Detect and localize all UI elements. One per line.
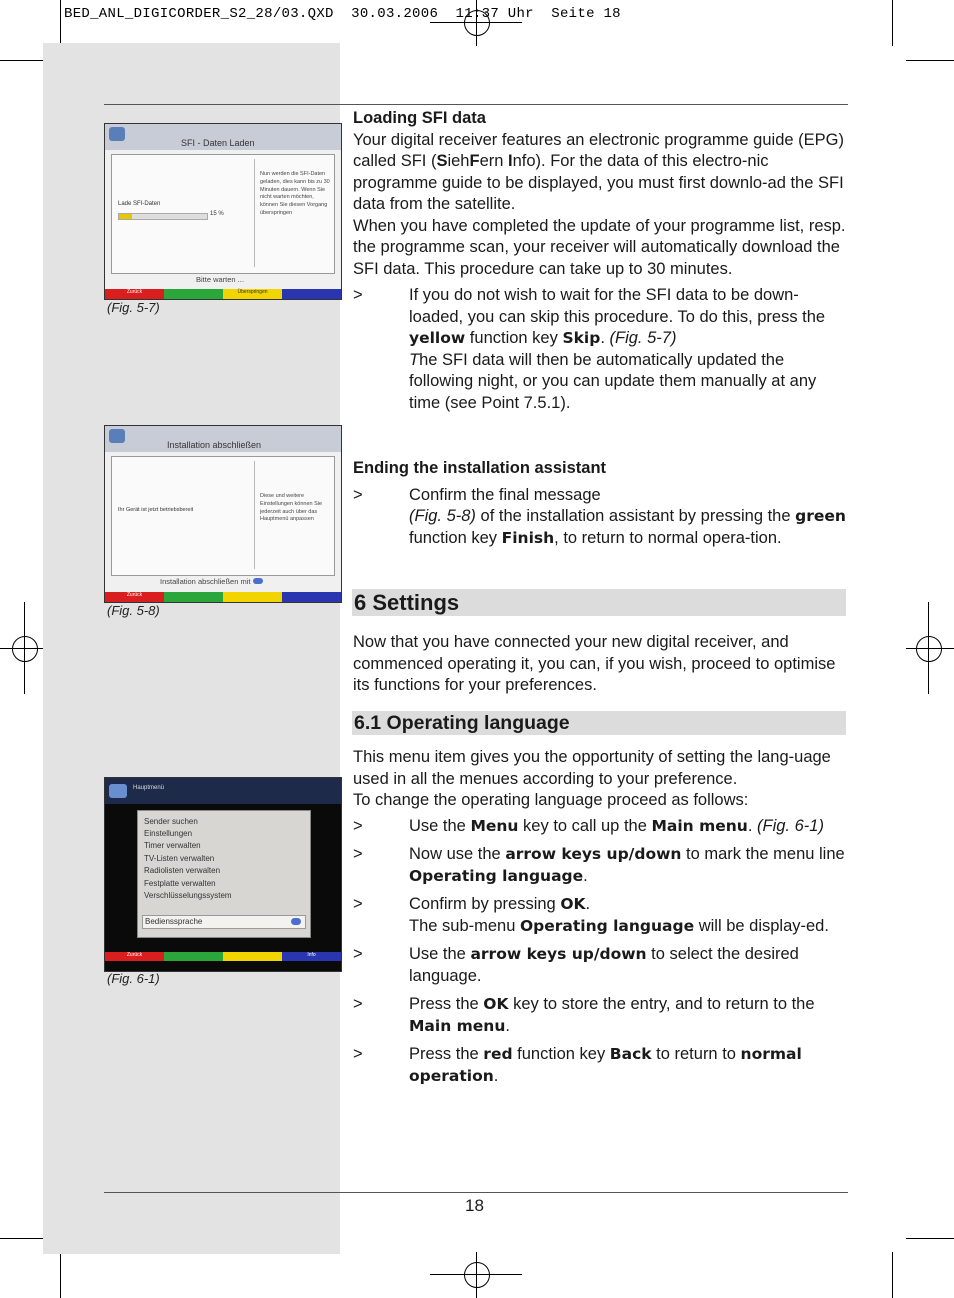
section-heading: 6 Settings [354, 590, 460, 615]
screen-title: SFI - Daten Laden [181, 138, 255, 148]
keyword: Finish [501, 528, 555, 547]
ending-section [353, 458, 848, 549]
text: to return to [651, 1045, 741, 1063]
figure-installation-finish [104, 425, 342, 603]
screen-title: Hauptmenü [133, 785, 165, 791]
keyword: Operating language [519, 916, 695, 935]
step-marker: > [353, 485, 363, 504]
keyword: normal operation [409, 1045, 802, 1085]
text: ern [479, 152, 509, 170]
text: nfo). For the data of this electro-nic programme guide to be displayed, you must first downlo-ad the SFI data from the satellite. [353, 152, 844, 213]
keyword: Menu [470, 816, 519, 835]
step-marker: > [353, 816, 363, 835]
text: function key [465, 329, 563, 347]
language-step [353, 994, 848, 1037]
settings-section [353, 632, 848, 697]
side-info-text: Nun werden die SFI-Daten geladen, dies kann bis zu 30 Minuten dauern. Wenn Sie nicht warten möchten, können Sie diesen Vorgang überspringen [260, 171, 330, 216]
print-slug: BED_ANL_DIGICORDER_S2_28/03.QXD 30.03.2006 11:37 Uhr Seite 18 [64, 6, 621, 22]
language-paragraph-2: To change the operating language proceed as follows: [353, 791, 749, 809]
green-key [164, 592, 223, 602]
green-key [164, 952, 223, 961]
divider [254, 159, 255, 267]
registration-circle [916, 636, 942, 662]
text: , to return to normal opera-tion. [554, 528, 782, 547]
figure-reference: (Fig. 5-7) [609, 329, 677, 347]
keyword: Operating language [409, 866, 584, 885]
text: Press the [409, 995, 484, 1013]
red-key: Zurück [105, 952, 164, 961]
caption-fig-6-1: (Fig. 6-1) [107, 971, 160, 986]
sfi-heading: Loading SFI data [353, 109, 486, 127]
crop-mark [0, 60, 46, 61]
text: Confirm by pressing [409, 895, 561, 913]
yellow-key [223, 952, 282, 961]
caption-fig-5-7: (Fig. 5-7) [107, 300, 160, 315]
red-key: Zurück [105, 289, 164, 299]
language-step [353, 1044, 848, 1087]
menu-item: Festplatte verwalten [144, 879, 216, 888]
text: to mark the menu line [681, 845, 845, 863]
crop-mark [0, 1238, 46, 1239]
section-heading-bar [352, 589, 846, 616]
ready-text: Ihr Gerät ist jetzt betriebsbereit [118, 507, 194, 513]
language-step [353, 844, 848, 887]
step-marker: > [353, 845, 363, 863]
settings-paragraph: Now that you have connected your new digital receiver, and commenced operating it, you can, if you wish, proceed to optimise its functions for your preferences. [353, 633, 836, 694]
figure-reference: (Fig. 6-1) [757, 816, 824, 835]
blue-key [282, 289, 341, 299]
text: F [469, 152, 480, 170]
text: Confirm the final message [409, 485, 601, 504]
keyword: red [483, 1045, 513, 1063]
step-marker: > [353, 995, 363, 1013]
text: key to store the entry, and to return to the [508, 995, 815, 1013]
text: ieh [447, 152, 470, 170]
caption-fig-5-8: (Fig. 5-8) [107, 603, 160, 618]
menu-item: Radiolisten verwalten [144, 866, 221, 875]
yellow-key: Überspringen [223, 289, 282, 299]
registration-circle [464, 1262, 490, 1288]
text: . [600, 329, 610, 347]
side-info-text: Diese und weitere Einstellungen können Sie jederzeit auch über das Hauptmenü anpassen [260, 493, 323, 523]
ok-icon [253, 578, 263, 584]
progress-fill [119, 214, 132, 219]
crop-mark [60, 0, 61, 46]
text: T [409, 350, 420, 369]
crop-mark [60, 1252, 61, 1298]
step-marker: > [353, 286, 363, 304]
crop-mark [892, 0, 893, 46]
language-step [353, 816, 848, 838]
progress-value: 15 % [210, 211, 224, 217]
sfi-paragraph-2: When you have completed the update of your programme list, resp. the programme scan, your receiver will automatically download the SFI data. This procedure can take up to 30 minutes. [353, 216, 846, 278]
text: of the installation assistant by pressing the [475, 507, 796, 525]
page-number: 18 [465, 1196, 484, 1215]
progress-label: Lade SFI-Daten [118, 201, 161, 207]
keyword: OK [560, 895, 586, 913]
text: . [583, 866, 588, 885]
screen-title: Installation abschließen [167, 440, 262, 450]
sfi-section [353, 108, 848, 414]
menu-item: TV-Listen verwalten [144, 854, 215, 863]
green-key [164, 289, 223, 299]
logo-icon [109, 127, 125, 141]
keyword: arrow keys up/down [470, 945, 647, 963]
crop-mark [906, 1238, 954, 1239]
text: Use the [409, 945, 471, 963]
sfi-step [353, 285, 848, 414]
text: he SFI data will then be automatically updated the following night, or you can update them manually at any time (see Point 7.5.1). [409, 350, 817, 412]
screen-body [111, 154, 335, 284]
ending-step [353, 485, 848, 550]
logo-icon [109, 429, 125, 443]
keyword: Main menu [409, 1016, 506, 1035]
text: I [508, 152, 513, 170]
text: If you do not wish to wait for the SFI data to be down-loaded, you can skip this procedure. To do this, press the [409, 286, 826, 326]
text: . [585, 895, 591, 913]
text: . [747, 816, 758, 835]
subsection-heading: 6.1 Operating language [354, 712, 570, 734]
language-step [353, 894, 848, 937]
menu-item: Sender suchen [144, 817, 198, 826]
subsection-heading-bar [352, 711, 846, 735]
text: S [436, 152, 448, 170]
red-key: Zurück [105, 592, 164, 602]
menu-panel [137, 810, 311, 938]
text: Press the [409, 1045, 484, 1063]
text: key to call up the [518, 816, 652, 835]
keyword: green [795, 507, 846, 525]
keyword: Back [609, 1045, 652, 1063]
menu-item: Timer verwalten [144, 841, 201, 850]
blue-key [282, 592, 341, 602]
menu-item-label: Bedienssprache [145, 917, 203, 926]
top-rule [104, 104, 848, 105]
step-marker: > [353, 1045, 363, 1063]
text: function key [512, 1045, 610, 1063]
screen-titlebar [105, 124, 341, 150]
menu-item-selected [142, 915, 306, 929]
keyword: OK [483, 995, 509, 1013]
function-keys [105, 952, 341, 961]
text: to select the desired language. [409, 945, 799, 985]
figure-sfi-loading [104, 123, 342, 300]
bottom-rule [104, 1192, 848, 1193]
keyword: Skip [562, 329, 601, 347]
registration-circle [12, 636, 38, 662]
text: Use the [409, 816, 471, 835]
menu-item: Verschlüsselungssystem [144, 891, 232, 900]
text: . [493, 1066, 499, 1085]
figure-main-menu [104, 777, 342, 972]
keyword: Main menu [651, 816, 748, 835]
text: function key [409, 528, 502, 547]
text: Your digital receiver features an electronic programme guide (EPG) called SFI ( [353, 130, 844, 170]
keyword: arrow keys up/down [505, 845, 682, 863]
ending-heading: Ending the installation assistant [353, 459, 607, 477]
crop-mark [892, 1252, 893, 1298]
logo-icon [109, 784, 127, 798]
crop-mark [906, 60, 954, 61]
status-text [160, 577, 263, 586]
language-paragraph-1: This menu item gives you the opportunity of setting the lang-uage used in all the menues according to your preference. [353, 748, 831, 788]
screen-body [111, 456, 335, 586]
text: The sub-menu [409, 916, 520, 935]
status-text: Bitte warten ... [196, 275, 244, 284]
keyword: yellow [409, 329, 466, 347]
menu-item: Einstellungen [144, 829, 193, 838]
text: . [505, 1016, 510, 1035]
language-step [353, 944, 848, 987]
blue-key: Info [282, 952, 341, 961]
language-section [353, 747, 848, 1087]
text: Now use the [409, 845, 506, 863]
progress-track [118, 213, 208, 220]
divider [254, 461, 255, 569]
function-keys [105, 289, 341, 299]
screen-titlebar [105, 426, 341, 452]
status-label: Installation abschließen mit [160, 577, 251, 586]
ok-icon [291, 918, 301, 925]
screen-titlebar [105, 778, 341, 804]
step-marker: > [353, 945, 363, 963]
figure-reference: (Fig. 5-8) [409, 507, 476, 525]
step-marker: > [353, 895, 363, 913]
text: will be display-ed. [694, 916, 829, 935]
function-keys [105, 592, 341, 602]
yellow-key [223, 592, 282, 602]
sfi-paragraph-1 [353, 130, 848, 216]
